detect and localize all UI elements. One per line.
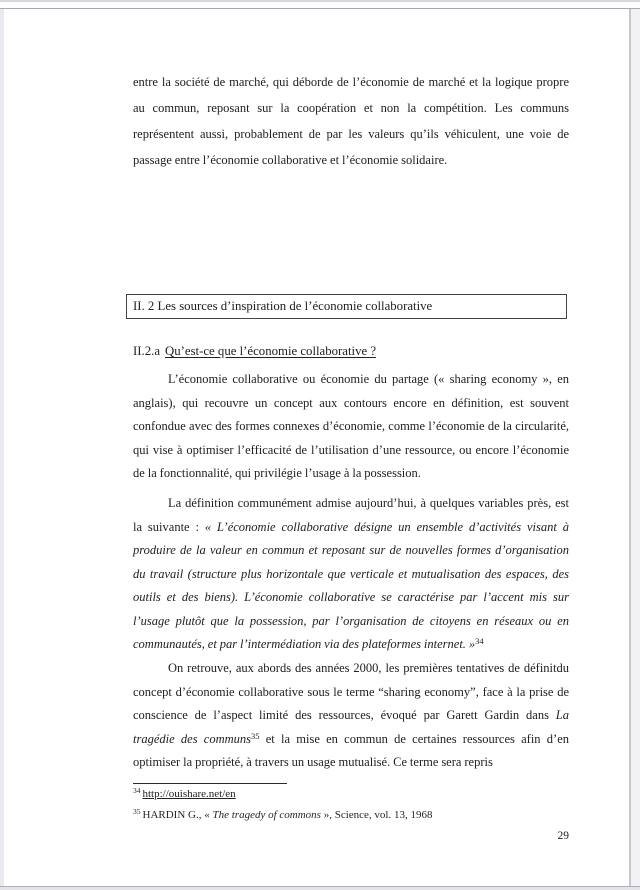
document-page[interactable] bbox=[4, 9, 629, 885]
paragraph-4-text-end: et la mise en commun de certaines ressources afin d’en optimiser la propriété, à travers un usage mutualisé. Ce terme sera repris bbox=[133, 731, 569, 769]
footnote-35-title: The tragedy of commons bbox=[212, 809, 321, 821]
footnote-35 bbox=[133, 807, 569, 823]
page-number: 29 bbox=[557, 830, 569, 842]
subsection-heading bbox=[133, 341, 569, 361]
footnote-separator bbox=[133, 783, 287, 784]
paragraph-1: entre la société de marché, qui déborde de l’économie de marché et la logique propre au commun, reposant sur la coopération et non la compétition. Les communs représentent aussi, probablement de par les valeurs qu’ils véhiculent, une voie de passage entre l’économie collaborative et l’économie solidaire. bbox=[133, 75, 569, 167]
subsection-number: II.2.a bbox=[133, 344, 160, 358]
subsection-title: Qu’est-ce que l’économie collaborative ? bbox=[165, 344, 377, 358]
section-heading: II. 2 Les sources d’inspiration de l’économie collaborative bbox=[133, 299, 433, 313]
footnote-35-author: HARDIN G., « bbox=[142, 809, 213, 821]
viewer-right-gutter bbox=[631, 9, 640, 886]
paragraph-3-quote: « L’économie collaborative désigne un ensemble d’activités visant à produire de la valeur en commun et reposant sur de nouvelles formes d’organisation du travail (structure plus horizontale que verticale et mutualisation des espaces, des outils et des biens). L’économie collaborative se caractérise par l’accent mis sur l’usage plutôt que la possession, par l’organisation de citoyens en réseaux ou en communautés, et par l’intermédiation via des plateformes internet. » bbox=[133, 519, 569, 651]
paragraph-3 bbox=[133, 492, 569, 657]
footnote-35-number: 35 bbox=[133, 807, 141, 816]
footnote-34 bbox=[133, 786, 569, 802]
paragraph-4-book-title: La tragédie des communs bbox=[133, 708, 569, 746]
footnote-ref-35: 35 bbox=[251, 730, 260, 741]
footnote-34-number: 34 bbox=[133, 786, 141, 795]
section-heading-box bbox=[126, 294, 567, 319]
paragraph-4 bbox=[133, 657, 569, 775]
footnote-35-source: », Science, vol. 13, 1968 bbox=[320, 809, 433, 821]
paragraph-4-text: On retrouve, aux abords des années 2000, les premières tentatives de définitdu concept d’économie collaborative sous le terme “sharing economy”, face à la prise de conscience de l’aspect limité des ressources, évoqué par Garett Gardin dans bbox=[133, 661, 569, 722]
viewer-top-edge bbox=[0, 0, 640, 2]
paragraph-2: L’économie collaborative ou économie du partage (« sharing economy », en anglais), qui recouvre un concept aux contours encore en définition, est souvent confondue avec des formes connexes d’économie, comme l’économie de la circularité, qui vise à optimiser l’efficacité de l’utilisation d’une ressource, ou encore l’économie de la fonctionnalité, qui privilégie l’usage à la possession. bbox=[133, 372, 569, 480]
footnote-ref-34: 34 bbox=[475, 636, 484, 646]
footnote-34-link[interactable]: http://ouishare.net/en bbox=[142, 788, 236, 800]
paragraph-3-intro: La définition communément admise aujourd’hui, à quelques variables près, est la suivante : bbox=[133, 496, 569, 534]
